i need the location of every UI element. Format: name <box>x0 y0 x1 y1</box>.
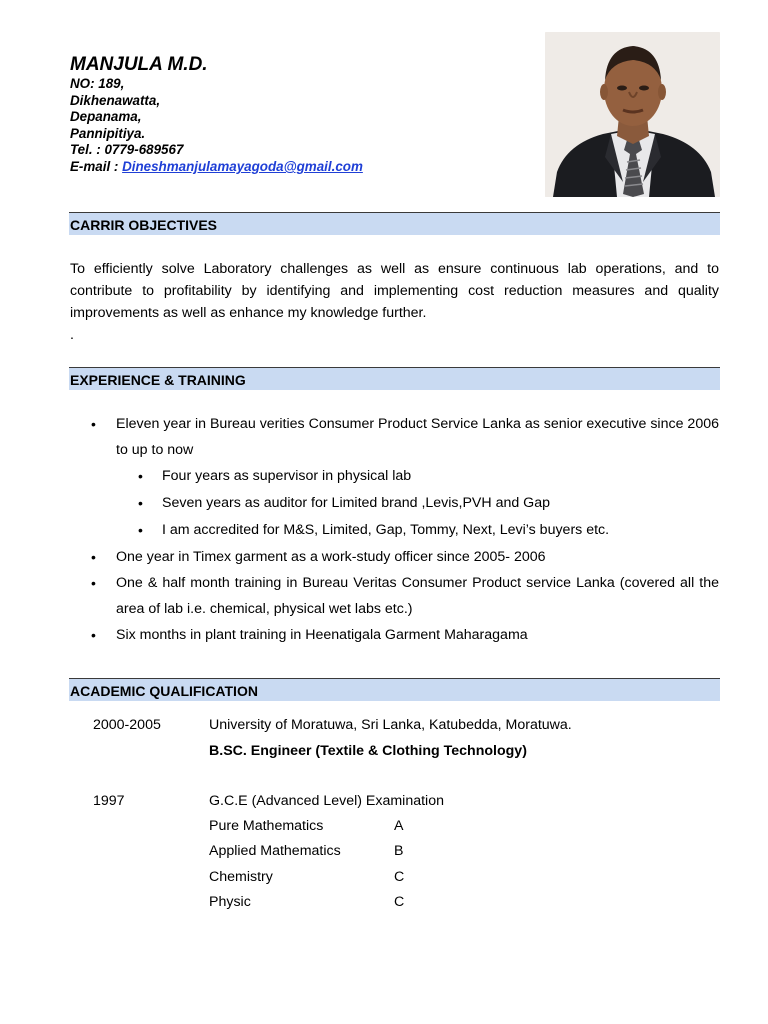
profile-photo <box>545 32 720 197</box>
subject-grade: B <box>394 843 404 859</box>
subject-name: Chemistry <box>209 869 273 885</box>
email-link[interactable]: Dineshmanjulamayagoda@gmail.com <box>122 158 363 174</box>
list-item: • One year in Timex garment as a work-study officer since 2005- 2006 <box>70 544 719 570</box>
address-line: Depanama, <box>70 109 142 125</box>
sub-list-item: • I am accredited for M&S, Limited, Gap, Tommy, Next, Levi’s buyers etc. <box>116 517 719 544</box>
al-year: 1997 <box>93 793 125 809</box>
list-item: • One & half month training in Bureau Veritas Consumer Product service Lanka (covered all the area of lab i.e. chemical, physical wet labs etc.) <box>70 570 719 622</box>
university-name: University of Moratuwa, Sri Lanka, Katubedda, Moratuwa. <box>209 717 572 733</box>
subject-name: Physic <box>209 894 251 910</box>
al-title: G.C.E (Advanced Level) Examination <box>209 793 444 809</box>
subject-grade: C <box>394 894 405 910</box>
contact-header <box>70 54 530 176</box>
telephone: Tel. : 0779-689567 <box>70 142 184 158</box>
portrait-image <box>545 32 720 197</box>
address-line: NO: 189, <box>70 76 125 91</box>
experience-item-text: Eleven year in Bureau verities Consumer Product Service Lanka as senior executive since 2006 to up to now <box>116 416 719 458</box>
subject-grade: C <box>394 869 405 885</box>
objectives-trailing-mark: . <box>70 327 74 343</box>
address-line: Dikhenawatta, <box>70 92 161 108</box>
candidate-name: MANJULA M.D. <box>70 54 208 75</box>
list-item <box>70 411 719 544</box>
subject-name: Applied Mathematics <box>209 843 341 859</box>
sub-list-item: • Four years as supervisor in physical lab <box>116 463 719 490</box>
degree-years: 2000-2005 <box>93 717 161 733</box>
email-row <box>70 159 530 176</box>
email-label: E-mail : <box>70 158 123 174</box>
sub-list-item: • Seven years as auditor for Limited brand ,Levis,PVH and Gap <box>116 490 719 517</box>
experience-list <box>70 411 719 648</box>
section-heading-objectives: CARRIR OBJECTIVES <box>69 212 720 235</box>
address-line: Pannipitiya. <box>70 125 146 141</box>
experience-sublist <box>116 463 719 544</box>
subject-grade: A <box>394 818 404 834</box>
degree-title: B.SC. Engineer (Textile & Clothing Technology) <box>209 743 527 759</box>
section-heading-experience: EXPERIENCE & TRAINING <box>69 367 720 390</box>
list-item: • Six months in plant training in Heenatigala Garment Maharagama <box>70 622 719 648</box>
section-heading-academic: ACADEMIC QUALIFICATION <box>69 678 720 701</box>
objectives-text: To efficiently solve Laboratory challenges as well as ensure continuous lab operations, and to contribute to profitability by identifying and implementing cost reduction measures and quality improvements as well as enhance my knowledge further. <box>70 261 719 321</box>
subject-name: Pure Mathematics <box>209 818 324 834</box>
